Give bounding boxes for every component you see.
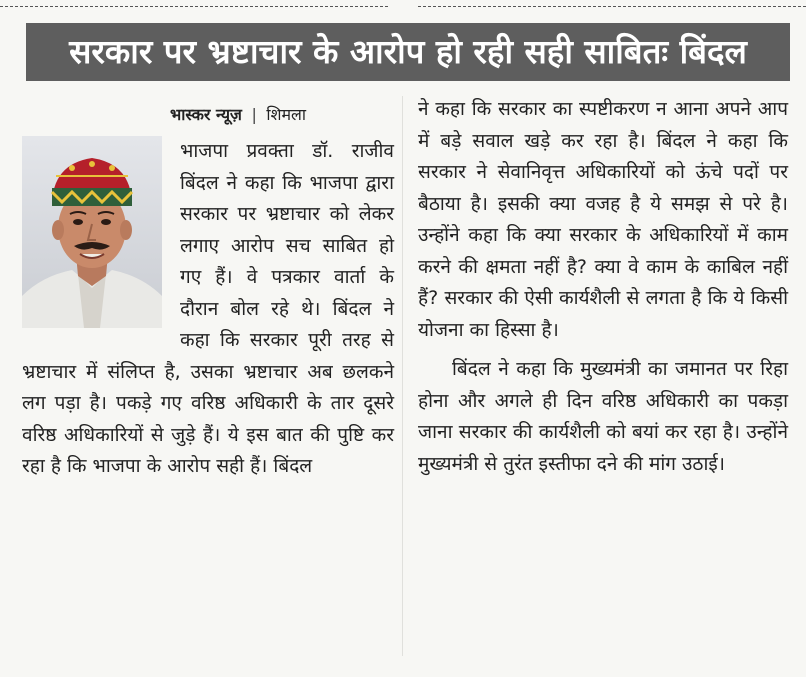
right-column-paragraph-2: बिंदल ने कहा कि मुख्यमंत्री का जमानत पर रिहा होना और अगले ही दिन वरिष्ठ अधिकारी का पकड़ा जाना सरकार की कार्यशैली को बयां कर रहा है। उन्होंने मुख्यमंत्री से तुरंत इस्तीफा दने की मांग उठाई। — [418, 358, 788, 475]
byline-city: शिमला — [266, 105, 307, 124]
right-column-paragraph-1: ने कहा कि सरकार का स्पष्टीकरण न आना अपने आप में बड़े सवाल खड़े कर रहा है। बिंदल ने कहा कि सरकार ने सेवानिवृत्त अधिकारियों को ऊंचे पदों पर बैठाया है। इसकी क्या वजह है ये समझ से परे है। उन्होंने कहा कि क्या सरकार के अधिकारियों में काम करने की क्षमता नहीं है? क्या वे काम के काबिल नहीं हैं? सरकार की ऐसी कार्यशैली से लगता है कि ये किसी योजना का हिस्सा है। — [418, 98, 788, 341]
column-divider — [402, 96, 403, 656]
byline-source: भास्कर न्यूज़ — [169, 105, 242, 124]
headline: सरकार पर भ्रष्टाचार के आरोप हो रही सही साबितः बिंदल — [26, 23, 790, 81]
byline-separator: | — [251, 105, 257, 124]
left-column — [22, 96, 394, 483]
top-rule-left — [0, 6, 388, 7]
left-column-text: भाजपा प्रवक्ता डॉ. राजीव बिंदल ने कहा कि भाजपा द्वारा सरकार पर भ्रष्टाचार को लेकर लगाए आरोप सच साबित हो गए हैं। वे पत्रकार वार्ता के दौरान बोल रहे थे। बिंदल ने कहा कि सरकार पूरी तरह से भ्रष्टाचार में संलिप्त है, उसका भ्रष्टाचार अब छलकने लग पड़ा है। पकड़े गए वरिष्ठ अधिकारी के तार दूसरे वरिष्ठ अधिकारियों से जुड़े हैं। ये इस बात की पुष्टि कर रहा है कि भाजपा के आरोप सही हैं। बिंदल — [22, 140, 394, 477]
right-column — [418, 94, 788, 480]
top-rule-right — [418, 6, 806, 7]
byline — [22, 96, 394, 136]
portrait-photo-icon — [22, 136, 162, 328]
